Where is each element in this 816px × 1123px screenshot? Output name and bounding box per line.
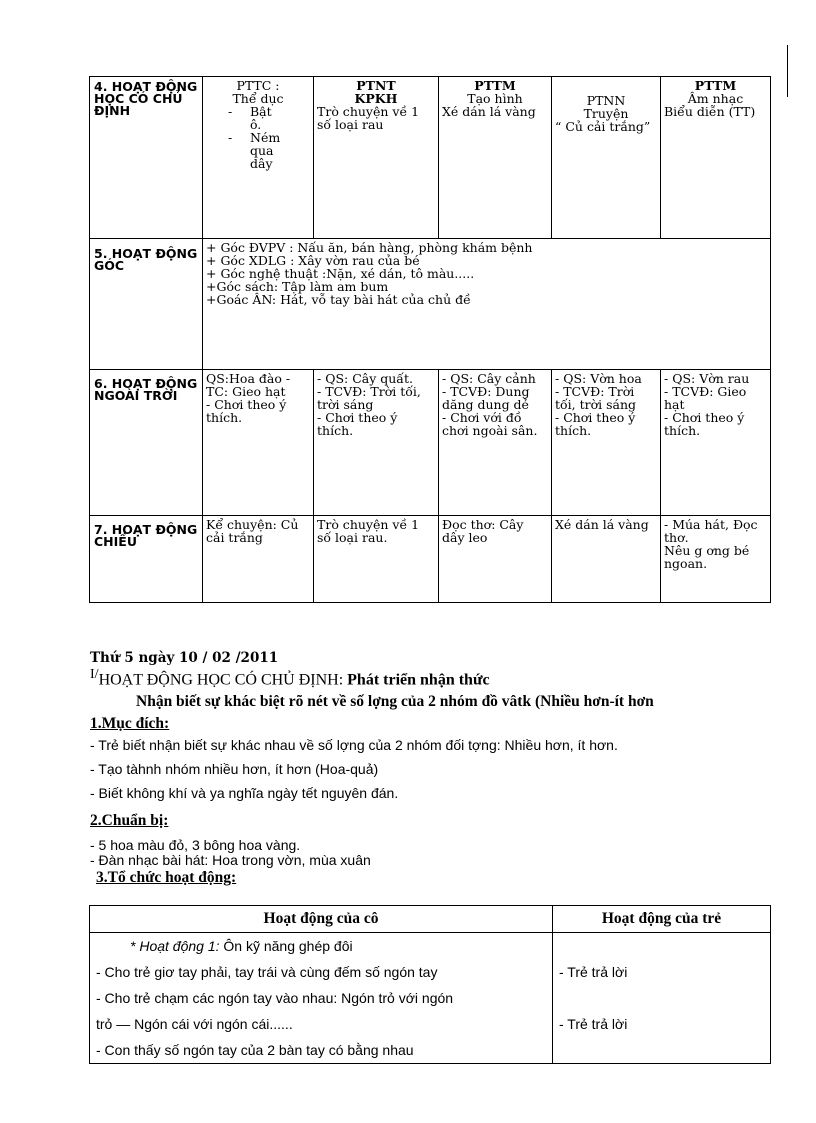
heading-topic: Phát triển nhận thức bbox=[347, 671, 490, 689]
child-cell: - Trẻ trả lời bbox=[553, 1011, 771, 1037]
cell-title: PTNN bbox=[586, 93, 626, 108]
table-row bbox=[90, 985, 771, 1011]
outdoor-cell: - QS: Vờn rau - TCVĐ: Gieo hạt - Chơi theo ý thích. bbox=[661, 370, 771, 516]
outdoor-cell: - QS: Cây cảnh - TCVĐ: Dung dăng dung dẻ - Chơi với đồ chơi ngoài sân. bbox=[439, 370, 552, 516]
teacher-cell: - Cho trẻ giơ tay phải, tay trái và cùng đếm số ngón tay bbox=[90, 959, 553, 985]
row-head-7: 7. HOẠT ĐỘNG CHIỀU bbox=[90, 516, 203, 603]
activity-list bbox=[206, 105, 310, 170]
corner-line: + Góc XDLG : Xây vờn rau của bé bbox=[206, 253, 420, 268]
cell-title: PTNT bbox=[356, 78, 396, 93]
cell-subtitle: Tạo hình bbox=[467, 91, 523, 106]
outdoor-cell: QS:Hoa đào - TC: Gieo hạt - Chơi theo ý thích. bbox=[203, 370, 314, 516]
activity-1-label: * Hoạt động 1: bbox=[130, 938, 220, 954]
cell-pttc bbox=[203, 77, 314, 239]
cell-subtitle: Thể dục bbox=[232, 91, 284, 106]
section-prep-title: 2.Chuẩn bị: bbox=[90, 812, 169, 830]
cell-body: Trò chuyện về 1 số loại rau bbox=[317, 104, 420, 132]
cell-body: Xé dán lá vàng bbox=[442, 104, 536, 119]
plan-row-6 bbox=[90, 370, 771, 516]
corner-line: +Góc sách: Tập làm am bum bbox=[206, 279, 389, 294]
cell-ptnn bbox=[552, 77, 661, 239]
cell-pttm-taohinh bbox=[439, 77, 552, 239]
afternoon-cell: Xé dán lá vàng bbox=[552, 516, 661, 603]
corner-activities-cell bbox=[203, 239, 771, 370]
teacher-cell: - Con thấy số ngón tay của 2 bàn tay có bằng nhau bbox=[90, 1037, 553, 1064]
child-cell bbox=[553, 933, 771, 960]
cell-title: PTTM bbox=[474, 78, 516, 93]
cell-subtitle: Âm nhạc bbox=[687, 91, 744, 106]
teacher-cell: trỏ — Ngón cái với ngón cái...... bbox=[90, 1011, 553, 1037]
cell-title: PTTM bbox=[694, 78, 737, 93]
activity-header-row bbox=[90, 906, 771, 933]
purpose-item: - Tạo tàhnh nhóm nhiều hơn, ít hơn (Hoa-quả) bbox=[90, 761, 379, 778]
cell-body: “ Củ cải trắng” bbox=[555, 119, 651, 134]
purpose-item: - Biết không khí và ya nghĩa ngày tết nguyên đán. bbox=[90, 785, 399, 802]
cell-pttm-amnhac bbox=[661, 77, 771, 239]
cell-title: PTTC : bbox=[236, 78, 280, 93]
section-purpose-title: 1.Mục đích: bbox=[90, 715, 170, 733]
outdoor-cell: - QS: Vờn hoa - TCVĐ: Trời tối, trời sáng - Chơi theo ý thích. bbox=[552, 370, 661, 516]
afternoon-cell: Trò chuyện về 1 số loại rau. bbox=[314, 516, 439, 603]
outdoor-cell: - QS: Cây quất. - TCVĐ: Trời tối, trời sáng - Chơi theo ý thích. bbox=[314, 370, 439, 516]
plan-row-7 bbox=[90, 516, 771, 603]
table-row bbox=[90, 1011, 771, 1037]
cell-subtitle: KPKH bbox=[354, 91, 398, 106]
purpose-item: - Trẻ biết nhận biết sự khác nhau về số lợng của 2 nhóm đối tợng: Nhiều hơn, ít hơn. bbox=[90, 737, 618, 754]
corner-line: +Goác ÂN: Hát, vỗ tay bài hát của chủ đề bbox=[206, 292, 471, 307]
child-cell bbox=[553, 1037, 771, 1064]
plan-row-5 bbox=[90, 239, 771, 370]
cell-subtitle: Truyện bbox=[583, 106, 629, 121]
heading-roman: I/ bbox=[90, 667, 99, 682]
list-item: - Ném qua dây bbox=[228, 131, 280, 170]
weekly-plan-table bbox=[89, 76, 771, 603]
table-row bbox=[90, 1037, 771, 1064]
lesson-subtitle: Nhận biết sự khác biệt rõ nét về số lợng của 2 nhóm đồ vâtk (Nhiều hơn-ít hơn bbox=[136, 693, 654, 711]
teacher-column-header: Hoạt động của cô bbox=[90, 906, 553, 933]
margin-line bbox=[787, 45, 788, 97]
plan-row-4 bbox=[90, 77, 771, 239]
teacher-cell: - Cho trẻ chạm các ngón tay vào nhau: Ngón trỏ với ngón bbox=[90, 985, 553, 1011]
row-head-4: 4. HOẠT ĐỘNG HỌC CÓ CHỦ ĐỊNH bbox=[90, 77, 203, 239]
list-item: - Bật ô. bbox=[228, 105, 280, 131]
row-head-5: 5. HOẠT ĐỘNG GÓC bbox=[90, 239, 203, 370]
activity-table bbox=[89, 905, 771, 1064]
activity-1-text: Ôn kỹ năng ghép đôi bbox=[219, 938, 353, 954]
lesson-date: Thứ 5 ngày 10 / 02 /2011 bbox=[90, 650, 279, 666]
afternoon-cell: Kể chuyện: Củ cải trắng bbox=[203, 516, 314, 603]
table-row bbox=[90, 933, 771, 960]
child-cell: - Trẻ trả lời bbox=[553, 959, 771, 985]
cell-body: Biểu diễn (TT) bbox=[664, 104, 756, 119]
corner-line: + Góc nghệ thuật :Nặn, xé dán, tô màu..... bbox=[206, 266, 475, 281]
corner-line: + Góc ĐVPV : Nấu ăn, bán hàng, phòng khám bệnh bbox=[206, 240, 533, 255]
lesson-heading bbox=[90, 666, 790, 689]
child-column-header: Hoạt động của trẻ bbox=[553, 906, 771, 933]
afternoon-cell: - Múa hát, Đọc thơ. Nêu g ơng bé ngoan. bbox=[661, 516, 771, 603]
section-org-title: 3.Tổ chức hoạt động: bbox=[96, 869, 237, 887]
row-head-6: 6. HOẠT ĐỘNG NGOÀI TRỜI bbox=[90, 370, 203, 516]
child-cell bbox=[553, 985, 771, 1011]
activity-1-title bbox=[90, 933, 553, 960]
prep-item: - Đàn nhạc bài hát: Hoa trong vờn, mùa xuân bbox=[90, 852, 371, 869]
cell-ptnt bbox=[314, 77, 439, 239]
lesson-section bbox=[90, 650, 790, 887]
table-row bbox=[90, 959, 771, 985]
prep-item: - 5 hoa màu đỏ, 3 bông hoa vàng. bbox=[90, 837, 301, 854]
afternoon-cell: Đọc thơ: Cây dây leo bbox=[439, 516, 552, 603]
heading-main: HOẠT ĐỘNG HỌC CÓ CHỦ ĐỊNH: bbox=[98, 671, 344, 689]
